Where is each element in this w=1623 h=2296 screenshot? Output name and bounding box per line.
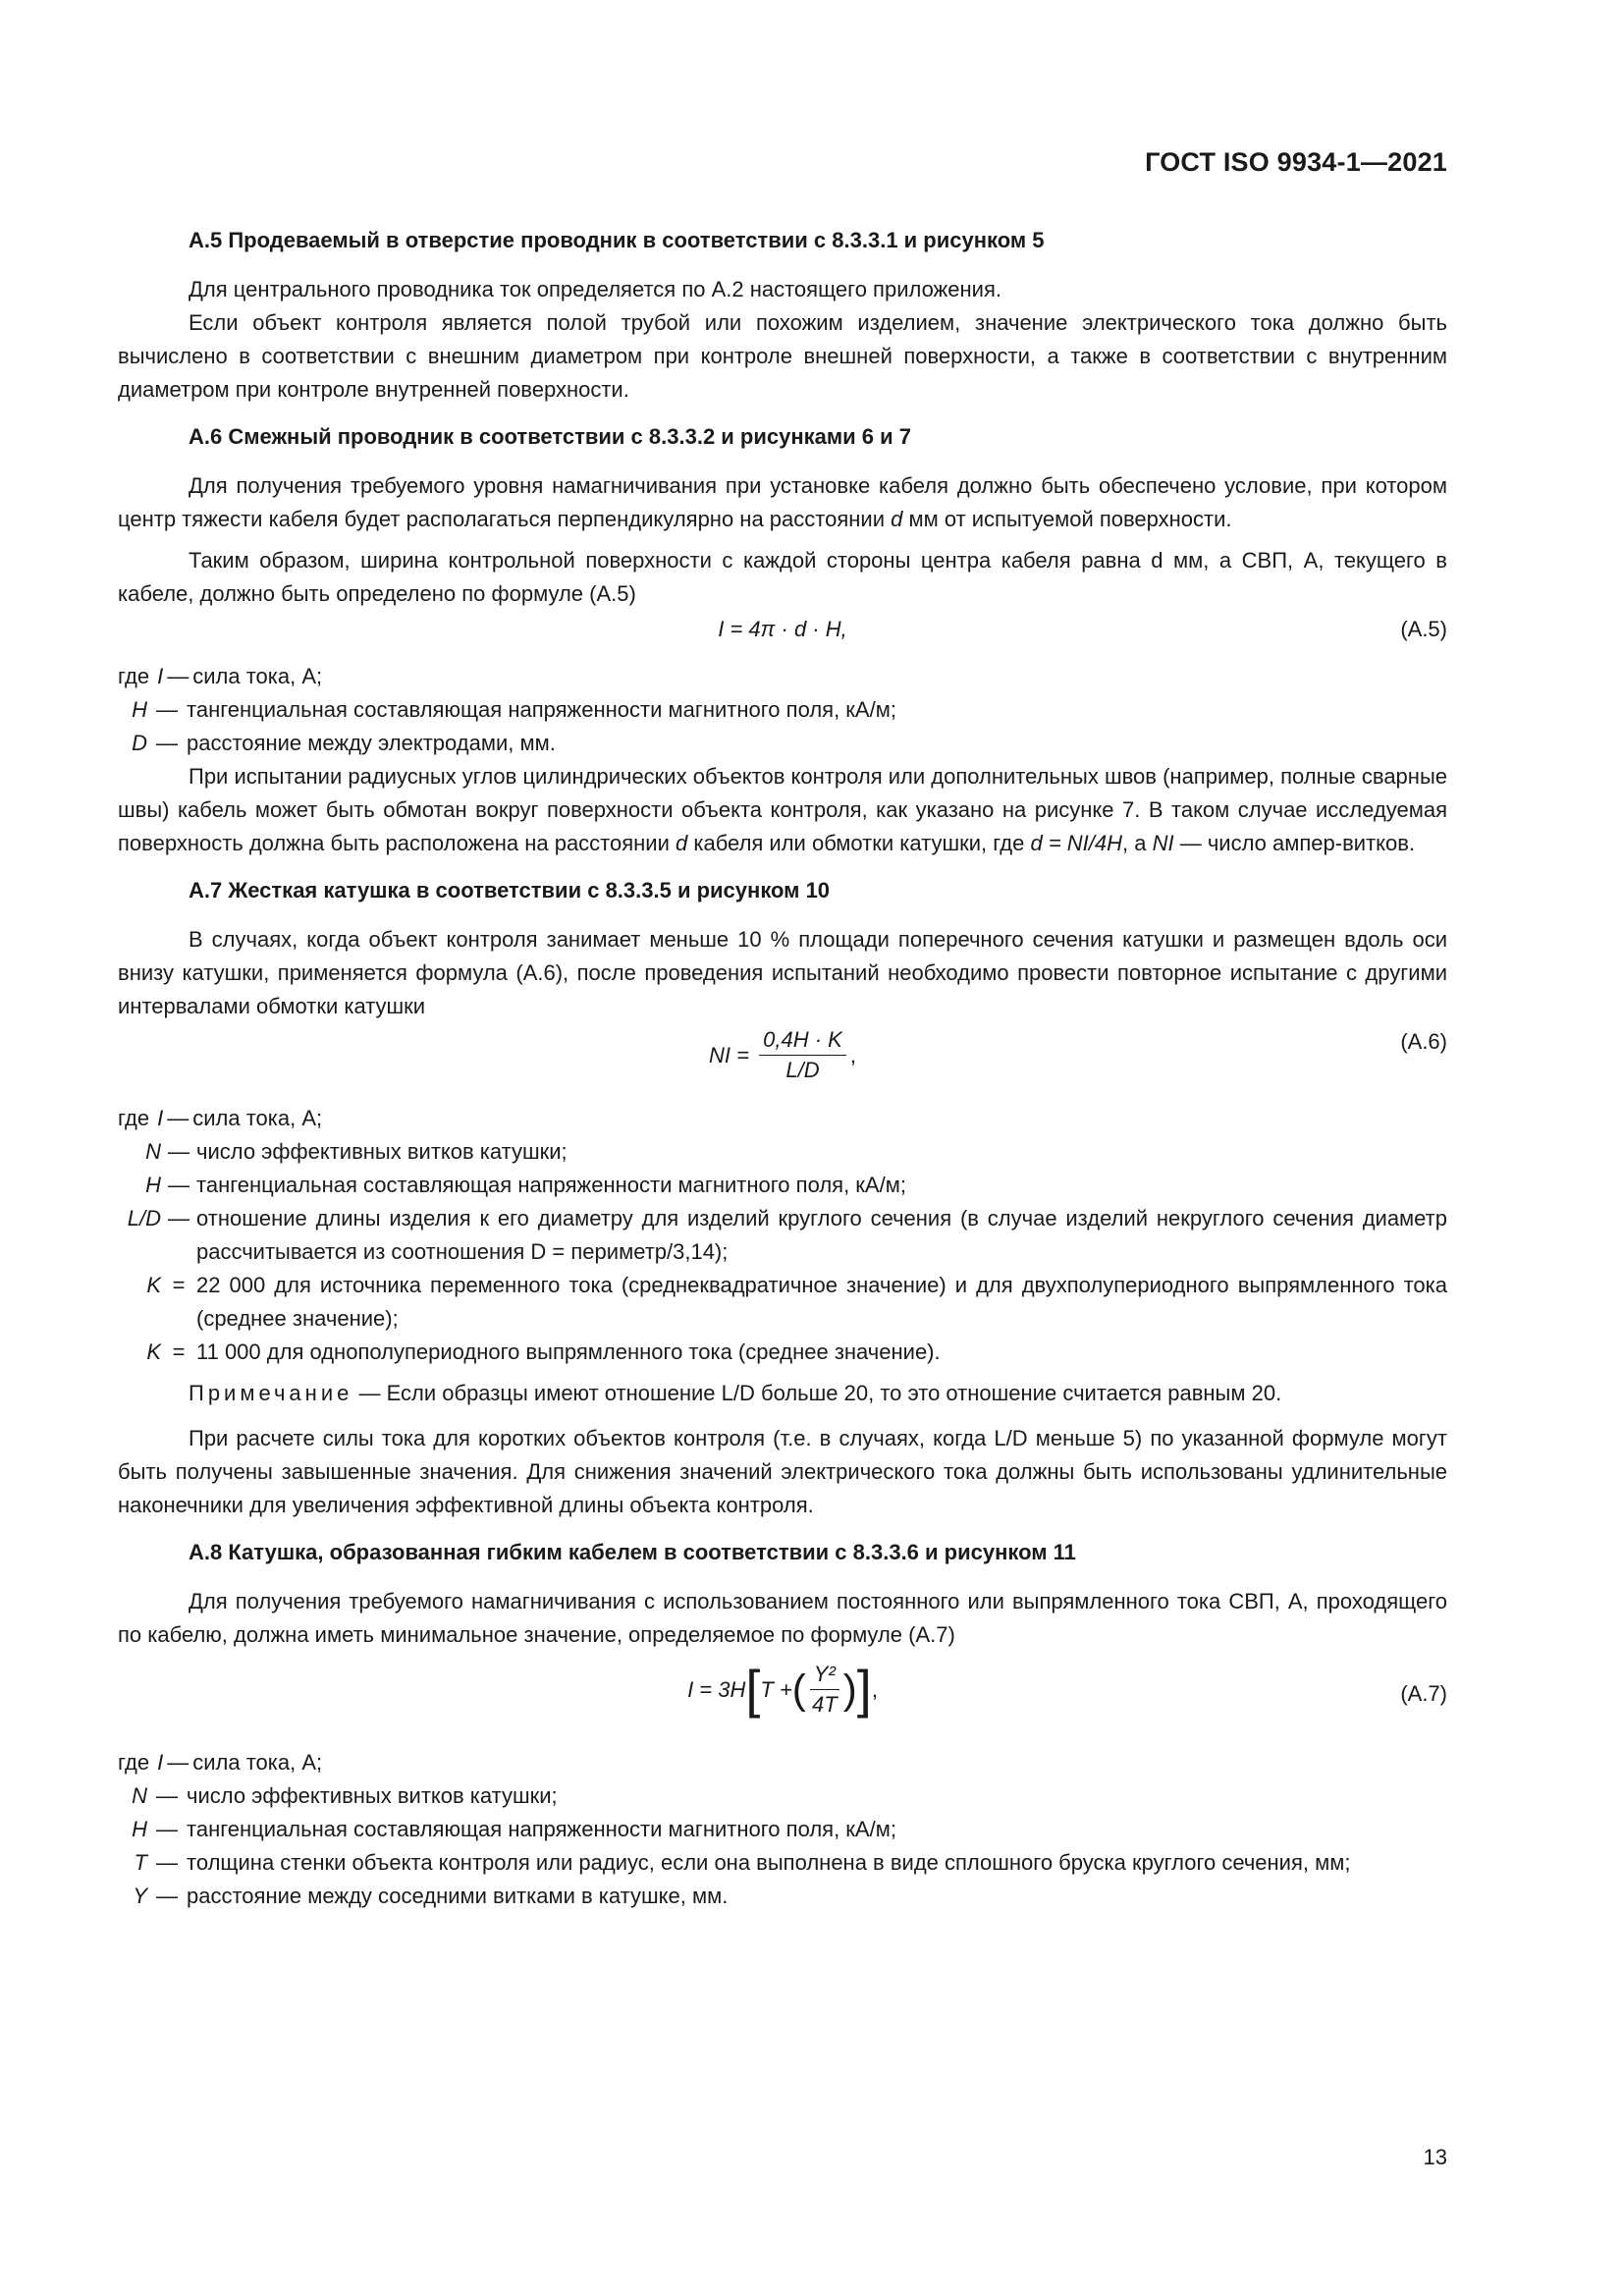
definition-item: N — число эффективных витков катушки; [145,1139,568,1164]
definition-item: K = 11 000 для однополупериодного выпрямленного тока (среднее значение). [146,1339,941,1364]
definition-item: H — тангенциальная составляющая напряженности магнитного поля, кА/м; [145,1173,906,1197]
paragraph: Для центрального проводника ток определяется по А.2 настоящего приложения. [189,277,1001,301]
fraction: $\frac{\text{Y²}}{4T}$ [810,1660,839,1720]
note-label: Примечание [189,1381,353,1405]
definitions-list [118,1102,1447,1369]
formula-a7 [118,1654,1447,1736]
definition-item: D — расстояние между электродами, мм. [132,731,556,755]
formula-expression: I = 4π · d · H, [718,617,847,641]
paragraph: При испытании радиусных углов цилиндрических объектов контроля или дополнительных швов (например, полные сварные швы) кабель может быть обмотан вокруг поверхности объекта контроля, как указано на рисунке 7. В таком случае исследуемая поверхность должна быть расположена на расстоянии d кабеля или обмотки катушки, где d = NI/4H, а NI — число ампер-витков. [118,764,1447,855]
paragraph: Для получения требуемого уровня намагничивания при установке кабеля должно быть обеспечено условие, при котором центр тяжести кабеля будет располагаться перпендикулярно на расстоянии d мм от испытуемой поверхности. [118,473,1447,531]
definition-item: H — тангенциальная составляющая напряженности магнитного поля, кА/м; [132,1817,896,1841]
section-heading-a7: А.7 Жесткая катушка в соответствии с 8.3.3.5 и рисунком 10 [189,878,831,902]
paragraph: Если объект контроля является полой трубой или похожим изделием, значение электрического тока должно быть вычислено в соответствии с внешним диаметром при контроле внешней поверхности, а также в соответствии с внутренним диаметром при контроле внутренней поверхности. [118,310,1447,402]
definition-item: Y — расстояние между соседними витками в катушке, мм. [133,1884,729,1908]
document-body [118,224,1447,1913]
paragraph: Таким образом, ширина контрольной поверхности с каждой стороны центра кабеля равна d мм, а СВП, А, текущего в кабеле, должно быть определено по формуле (А.5) [118,548,1447,606]
formula-number: (А.5) [1400,617,1447,641]
formula-expression: NI = $\frac{0,4H \cdot K}{L/D}$ , [118,1025,1447,1085]
definition-item: где I — сила тока, А; [118,1750,323,1775]
definition-item: N — число эффективных витков катушки; [132,1783,558,1808]
definition-item: T — толщина стенки объекта контроля или радиус, если она выполнена в виде сплошного бруска круглого сечения, мм; [134,1850,1351,1875]
definition-item: K = 22 000 для источника переменного тока (среднеквадратичное значение) и для двухполупериодного выпрямленного тока (среднее значение); [146,1273,1447,1331]
definition-item: где I — сила тока, А; [118,664,323,688]
definition-item: где I — сила тока, А; [118,1106,323,1130]
page-number: 13 [1423,2145,1447,2169]
paragraph: В случаях, когда объект контроля занимает меньше 10 % площади поперечного сечения катушки и размещен вдоль оси внизу катушки, применяется формула (А.6), после проведения испытаний необходимо провести повторное испытание с другими интервалами обмотки катушки [118,927,1447,1018]
formula-number: (А.7) [1400,1681,1447,1706]
note: Примечание — Если образцы имеют отношение L/D больше 20, то это отношение считается равным 20. [189,1381,1282,1405]
paragraph: Для получения требуемого намагничивания с использованием постоянного или выпрямленного тока СВП, А, проходящего по кабелю, должна иметь минимальное значение, определяемое по формуле (А.7) [118,1589,1447,1647]
formula-a6 [118,1025,1447,1092]
definitions-list [118,1746,1447,1913]
formula-a5 [118,613,1447,650]
paragraph: При расчете силы тока для коротких объектов контроля (т.е. в случаях, когда L/D меньше 5) по указанной формуле могут быть получены завышенные значения. Для снижения значений электрического тока должны быть использованы удлинительные наконечники для увеличения эффективной длины объекта контроля. [118,1426,1447,1517]
definitions-list [118,660,1447,760]
definition-item: L/D — отношение длины изделия к его диаметру для изделий круглого сечения (в случае изделий некруглого сечения диаметр рассчитывается из соотношения D = периметр/3,14); [127,1206,1447,1264]
section-heading-a8: А.8 Катушка, образованная гибким кабелем в соответствии с 8.3.3.6 и рисунком 11 [189,1540,1076,1564]
fraction: $\frac{0,4H \cdot K}{L/D}$ [759,1025,846,1085]
section-heading-a5: А.5 Продеваемый в отверстие проводник в соответствии с 8.3.3.1 и рисунком 5 [189,228,1045,252]
formula-expression: I = 3H[T +( $\frac{\text{Y²}}{4T}$ )], [687,1660,878,1720]
section-heading-a6: А.6 Смежный проводник в соответствии с 8.3.3.2 и рисунками 6 и 7 [189,424,912,449]
document-header: ГОСТ ISO 9934-1—2021 [1145,147,1447,177]
definition-item: H — тангенциальная составляющая напряженности магнитного поля, кА/м; [132,697,896,722]
formula-number: (А.6) [1400,1029,1447,1054]
